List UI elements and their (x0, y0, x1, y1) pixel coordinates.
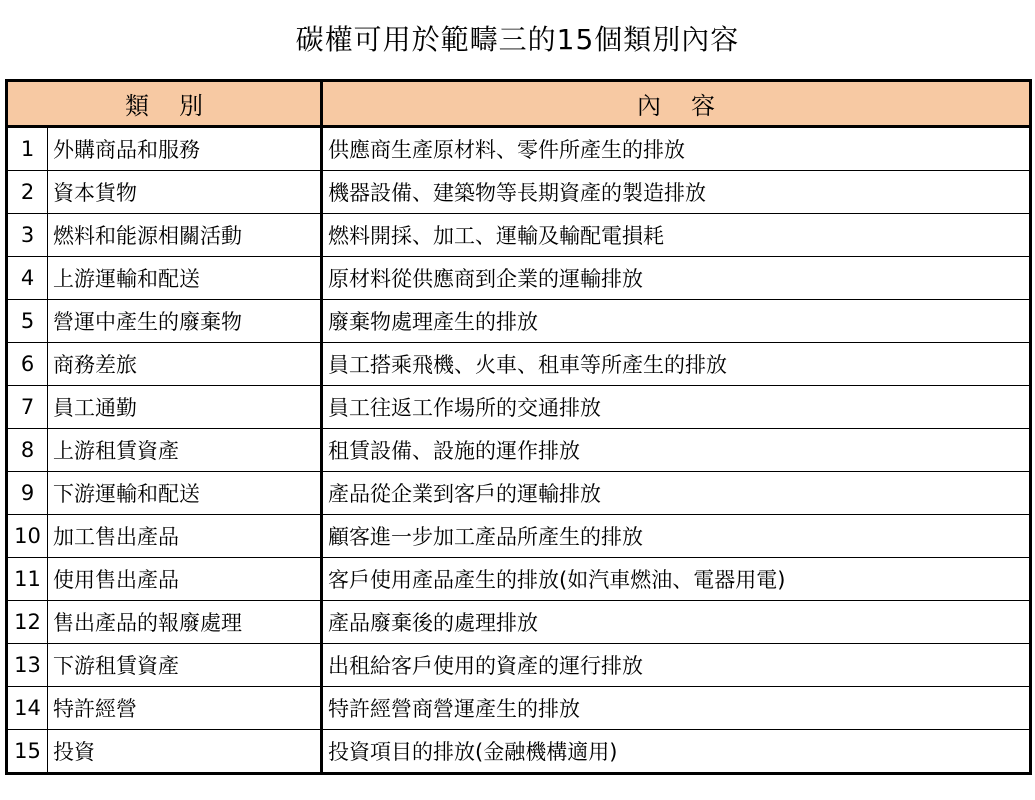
row-content: 產品從企業到客戶的運輸排放 (322, 472, 1031, 515)
row-content: 出租給客戶使用的資產的運行排放 (322, 644, 1031, 687)
row-content: 顧客進一步加工產品所產生的排放 (322, 515, 1031, 558)
table-row (7, 343, 1031, 386)
table-row (7, 730, 1031, 774)
row-number: 12 (7, 601, 48, 644)
table-row (7, 644, 1031, 687)
table-row (7, 171, 1031, 214)
row-number: 3 (7, 214, 48, 257)
table-row (7, 127, 1031, 171)
row-category: 上游運輸和配送 (48, 257, 322, 300)
table-row (7, 687, 1031, 730)
table-row (7, 386, 1031, 429)
row-category: 上游租賃資產 (48, 429, 322, 472)
category-table (5, 79, 1032, 775)
row-content: 產品廢棄後的處理排放 (322, 601, 1031, 644)
row-content: 客戶使用產品產生的排放(如汽車燃油、電器用電) (322, 558, 1031, 601)
row-category: 商務差旅 (48, 343, 322, 386)
row-number: 8 (7, 429, 48, 472)
row-number: 9 (7, 472, 48, 515)
row-number: 14 (7, 687, 48, 730)
row-number: 4 (7, 257, 48, 300)
row-content: 供應商生產原材料、零件所產生的排放 (322, 127, 1031, 171)
row-category: 員工通勤 (48, 386, 322, 429)
row-category: 加工售出產品 (48, 515, 322, 558)
row-category: 資本貨物 (48, 171, 322, 214)
row-number: 5 (7, 300, 48, 343)
table-row (7, 558, 1031, 601)
row-category: 下游運輸和配送 (48, 472, 322, 515)
row-content: 廢棄物處理產生的排放 (322, 300, 1031, 343)
table-row (7, 300, 1031, 343)
row-content: 員工搭乘飛機、火車、租車等所產生的排放 (322, 343, 1031, 386)
header-category: 類別 (7, 81, 322, 127)
table-row (7, 472, 1031, 515)
row-number: 15 (7, 730, 48, 774)
row-number: 7 (7, 386, 48, 429)
row-category: 下游租賃資產 (48, 644, 322, 687)
table-row (7, 601, 1031, 644)
row-category: 外購商品和服務 (48, 127, 322, 171)
row-number: 13 (7, 644, 48, 687)
row-number: 1 (7, 127, 48, 171)
row-category: 售出產品的報廢處理 (48, 601, 322, 644)
table-row (7, 515, 1031, 558)
row-category: 使用售出產品 (48, 558, 322, 601)
row-number: 10 (7, 515, 48, 558)
row-content: 投資項目的排放(金融機構適用) (322, 730, 1031, 774)
row-category: 燃料和能源相關活動 (48, 214, 322, 257)
table-row (7, 214, 1031, 257)
row-category: 特許經營 (48, 687, 322, 730)
row-content: 租賃設備、設施的運作排放 (322, 429, 1031, 472)
row-content: 機器設備、建築物等長期資產的製造排放 (322, 171, 1031, 214)
table-header-row (7, 81, 1031, 127)
row-number: 2 (7, 171, 48, 214)
header-content: 內容 (322, 81, 1031, 127)
row-category: 營運中產生的廢棄物 (48, 300, 322, 343)
row-content: 特許經營商營運產生的排放 (322, 687, 1031, 730)
row-category: 投資 (48, 730, 322, 774)
page-title: 碳權可用於範疇三的15個類別內容 (295, 23, 740, 56)
table-row (7, 257, 1031, 300)
row-number: 11 (7, 558, 48, 601)
row-number: 6 (7, 343, 48, 386)
table-row (7, 429, 1031, 472)
row-content: 燃料開採、加工、運輸及輸配電損耗 (322, 214, 1031, 257)
row-content: 員工往返工作場所的交通排放 (322, 386, 1031, 429)
row-content: 原材料從供應商到企業的運輸排放 (322, 257, 1031, 300)
